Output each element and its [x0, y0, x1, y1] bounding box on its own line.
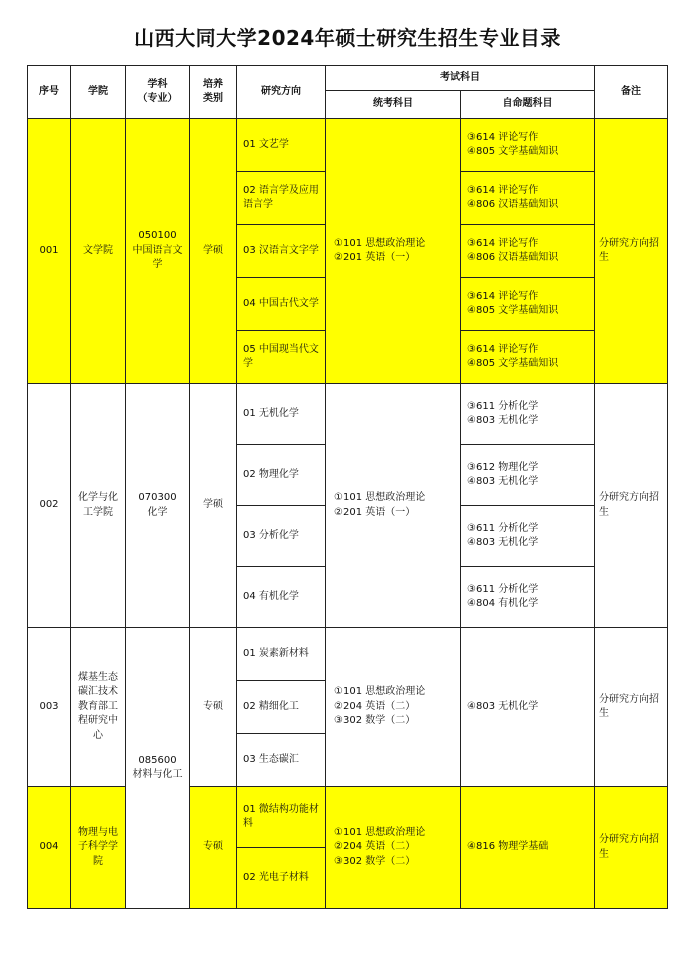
cell-direction: 01 文艺学 [237, 119, 326, 172]
header-note: 备注 [595, 66, 668, 119]
cell-unified [326, 384, 461, 628]
cell-unified-line: ②201 英语（一） [334, 506, 416, 518]
cell-unified-line: ①101 思想政治理论 [334, 237, 426, 249]
cell-college: 物理与电子科学学院 [71, 787, 126, 909]
cell-note: 分研究方向招生 [595, 384, 668, 628]
cell-self [461, 506, 595, 567]
cell-note: 分研究方向招生 [595, 119, 668, 384]
catalog-body [28, 119, 668, 909]
cell-direction: 04 有机化学 [237, 567, 326, 628]
cell-direction: 03 汉语言文字学 [237, 225, 326, 278]
cell-self-line: ④805 文学基础知识 [467, 146, 559, 157]
header-type [190, 66, 237, 119]
cell-self-line: ③614 评论写作 [467, 343, 539, 355]
cell-self-line: ④803 无机化学 [467, 476, 539, 487]
cell-direction: 02 精细化工 [237, 681, 326, 734]
cell-note: 分研究方向招生 [595, 787, 668, 909]
cell-self-line: ④804 有机化学 [467, 598, 539, 609]
major-code: 050100 [138, 230, 177, 242]
cell-direction: 01 炭素新材料 [237, 628, 326, 681]
cell-unified-line: ①101 思想政治理论 [334, 492, 426, 503]
cell-unified-line: ①101 思想政治理论 [334, 686, 426, 698]
cell-direction: 02 语言学及应用语言学 [237, 172, 326, 225]
header-major [126, 66, 190, 119]
table-row [28, 628, 668, 681]
header-self: 自命题科目 [461, 91, 595, 119]
cell-college: 文学院 [71, 119, 126, 384]
header-unified: 统考科目 [326, 91, 461, 119]
major-name: 化学 [147, 506, 168, 518]
table-row [28, 119, 668, 172]
cell-self-line: ④806 汉语基础知识 [467, 199, 559, 210]
cell-unified-line: ③302 数学（二） [334, 715, 416, 727]
cell-unified [326, 787, 461, 909]
cell-self-line: ④803 无机化学 [467, 537, 539, 548]
cell-self [461, 172, 595, 225]
cell-major [126, 119, 190, 384]
cell-self-line: ③611 分析化学 [467, 522, 539, 534]
cell-unified [326, 119, 461, 384]
cell-major [126, 628, 190, 909]
header-type-text: 培养 类别 [203, 78, 223, 104]
cell-self [461, 787, 595, 909]
cell-self-line: ④805 文学基础知识 [467, 305, 559, 316]
header-exam: 考试科目 [326, 66, 595, 91]
cell-self-line: ④816 物理学基础 [467, 841, 549, 853]
cell-self-line: ③612 物理化学 [467, 461, 539, 473]
table-row [28, 384, 668, 445]
cell-seq: 001 [28, 119, 71, 384]
cell-direction: 02 光电子材料 [237, 848, 326, 909]
cell-direction: 05 中国现当代文学 [237, 331, 326, 384]
cell-direction: 03 分析化学 [237, 506, 326, 567]
cell-direction: 01 微结构功能材料 [237, 787, 326, 848]
header-college: 学院 [71, 66, 126, 119]
cell-self-line: ③614 评论写作 [467, 290, 539, 302]
cell-self-line: ③611 分析化学 [467, 400, 539, 412]
cell-type: 学硕 [190, 384, 237, 628]
table-row [28, 787, 668, 848]
cell-seq: 004 [28, 787, 71, 909]
cell-seq: 003 [28, 628, 71, 787]
cell-type: 专硕 [190, 628, 237, 787]
cell-unified-line: ②201 英语（一） [334, 252, 416, 263]
cell-college: 化学与化工学院 [71, 384, 126, 628]
page-title: 山西大同大学2024年硕士研究生招生专业目录 [134, 26, 561, 50]
cell-self [461, 628, 595, 787]
cell-self-line: ③614 评论写作 [467, 237, 539, 249]
major-code: 085600 [138, 754, 177, 766]
cell-self [461, 384, 595, 445]
cell-direction: 02 物理化学 [237, 445, 326, 506]
cell-unified [326, 628, 461, 787]
cell-direction: 01 无机化学 [237, 384, 326, 445]
cell-seq: 002 [28, 384, 71, 628]
major-name: 材料与化工 [132, 769, 183, 780]
header-seq: 序号 [28, 66, 71, 119]
cell-unified-line: ②204 英语（二） [334, 841, 416, 853]
cell-self-line: ④806 汉语基础知识 [467, 252, 559, 263]
cell-self-line: ④803 无机化学 [467, 415, 539, 426]
cell-self [461, 278, 595, 331]
cell-self-line: ④803 无机化学 [467, 700, 539, 712]
cell-unified-line: ②204 英语（二） [334, 700, 416, 712]
cell-type: 专硕 [190, 787, 237, 909]
cell-major [126, 384, 190, 628]
cell-unified-line: ①101 思想政治理论 [334, 826, 426, 838]
catalog-table [27, 65, 668, 909]
major-name: 中国语言文学 [132, 244, 183, 271]
major-code: 070300 [138, 492, 177, 503]
cell-self [461, 445, 595, 506]
cell-college: 煤基生态碳汇技术教育部工程研究中心 [71, 628, 126, 787]
cell-self-line: ③611 分析化学 [467, 583, 539, 595]
cell-direction: 04 中国古代文学 [237, 278, 326, 331]
cell-unified-line: ③302 数学（二） [334, 855, 416, 867]
cell-self [461, 119, 595, 172]
cell-self-line: ③614 评论写作 [467, 131, 539, 143]
cell-self-line: ④805 文学基础知识 [467, 358, 559, 369]
cell-self [461, 331, 595, 384]
cell-note: 分研究方向招生 [595, 628, 668, 787]
cell-type: 学硕 [190, 119, 237, 384]
cell-self-line: ③614 评论写作 [467, 184, 539, 196]
cell-direction: 03 生态碳汇 [237, 734, 326, 787]
cell-self [461, 225, 595, 278]
header-major-text: 学科 （专业） [137, 78, 178, 104]
header-direction: 研究方向 [237, 66, 326, 119]
cell-self [461, 567, 595, 628]
